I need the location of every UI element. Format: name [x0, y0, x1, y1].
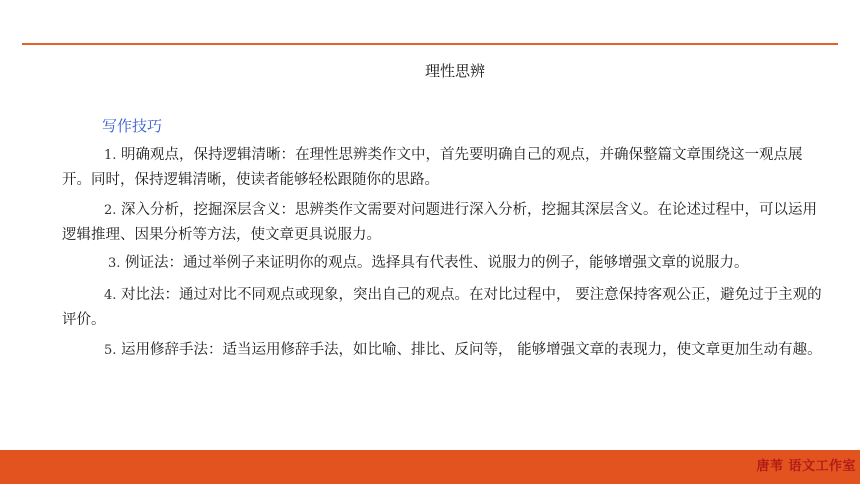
- tip-text: 运用修辞手法：适当运用修辞手法，如比喻、排比、反问等， 能够增强文章的表现力，使文章更加生动有趣。: [121, 342, 822, 358]
- tip-item-2: [62, 198, 822, 248]
- tip-item-1: [62, 143, 822, 193]
- footer-brand: 唐苇 语文工作室: [756, 459, 856, 474]
- slide-title: 理性思辨: [424, 62, 485, 80]
- tip-item-4: [62, 283, 822, 333]
- tip-text: 深入分析，挖掘深层含义：思辨类作文需要对问题进行深入分析，挖掘其深层含义。在论述过程中，可以运用逻辑推理、因果分析等方法，使文章更具说服力。: [62, 202, 818, 243]
- tip-item-5: [62, 338, 822, 363]
- tip-number: 1.: [104, 148, 117, 163]
- section-heading: 写作技巧: [102, 117, 163, 135]
- tip-text: 明确观点，保持逻辑清晰：在理性思辨类作文中，首先要明确自己的观点，并确保整篇文章围绕这一观点展开。同时，保持逻辑清晰，使读者能够轻松跟随你的思路。: [62, 147, 803, 188]
- tip-number: 5.: [104, 343, 117, 358]
- footer-bar: [0, 450, 860, 484]
- tip-number: 4.: [104, 288, 117, 303]
- tip-item-3: [62, 251, 822, 276]
- tip-number: 3.: [108, 256, 121, 271]
- tip-text: 例证法：通过举例子来证明你的观点。选择具有代表性、说服力的例子，能够增强文章的说服力。: [125, 255, 749, 271]
- header-divider: [22, 43, 838, 45]
- tip-text: 对比法：通过对比不同观点或现象，突出自己的观点。在对比过程中， 要注意保持客观公正，避免过于主观的评价。: [62, 287, 822, 328]
- tip-number: 2.: [104, 203, 117, 218]
